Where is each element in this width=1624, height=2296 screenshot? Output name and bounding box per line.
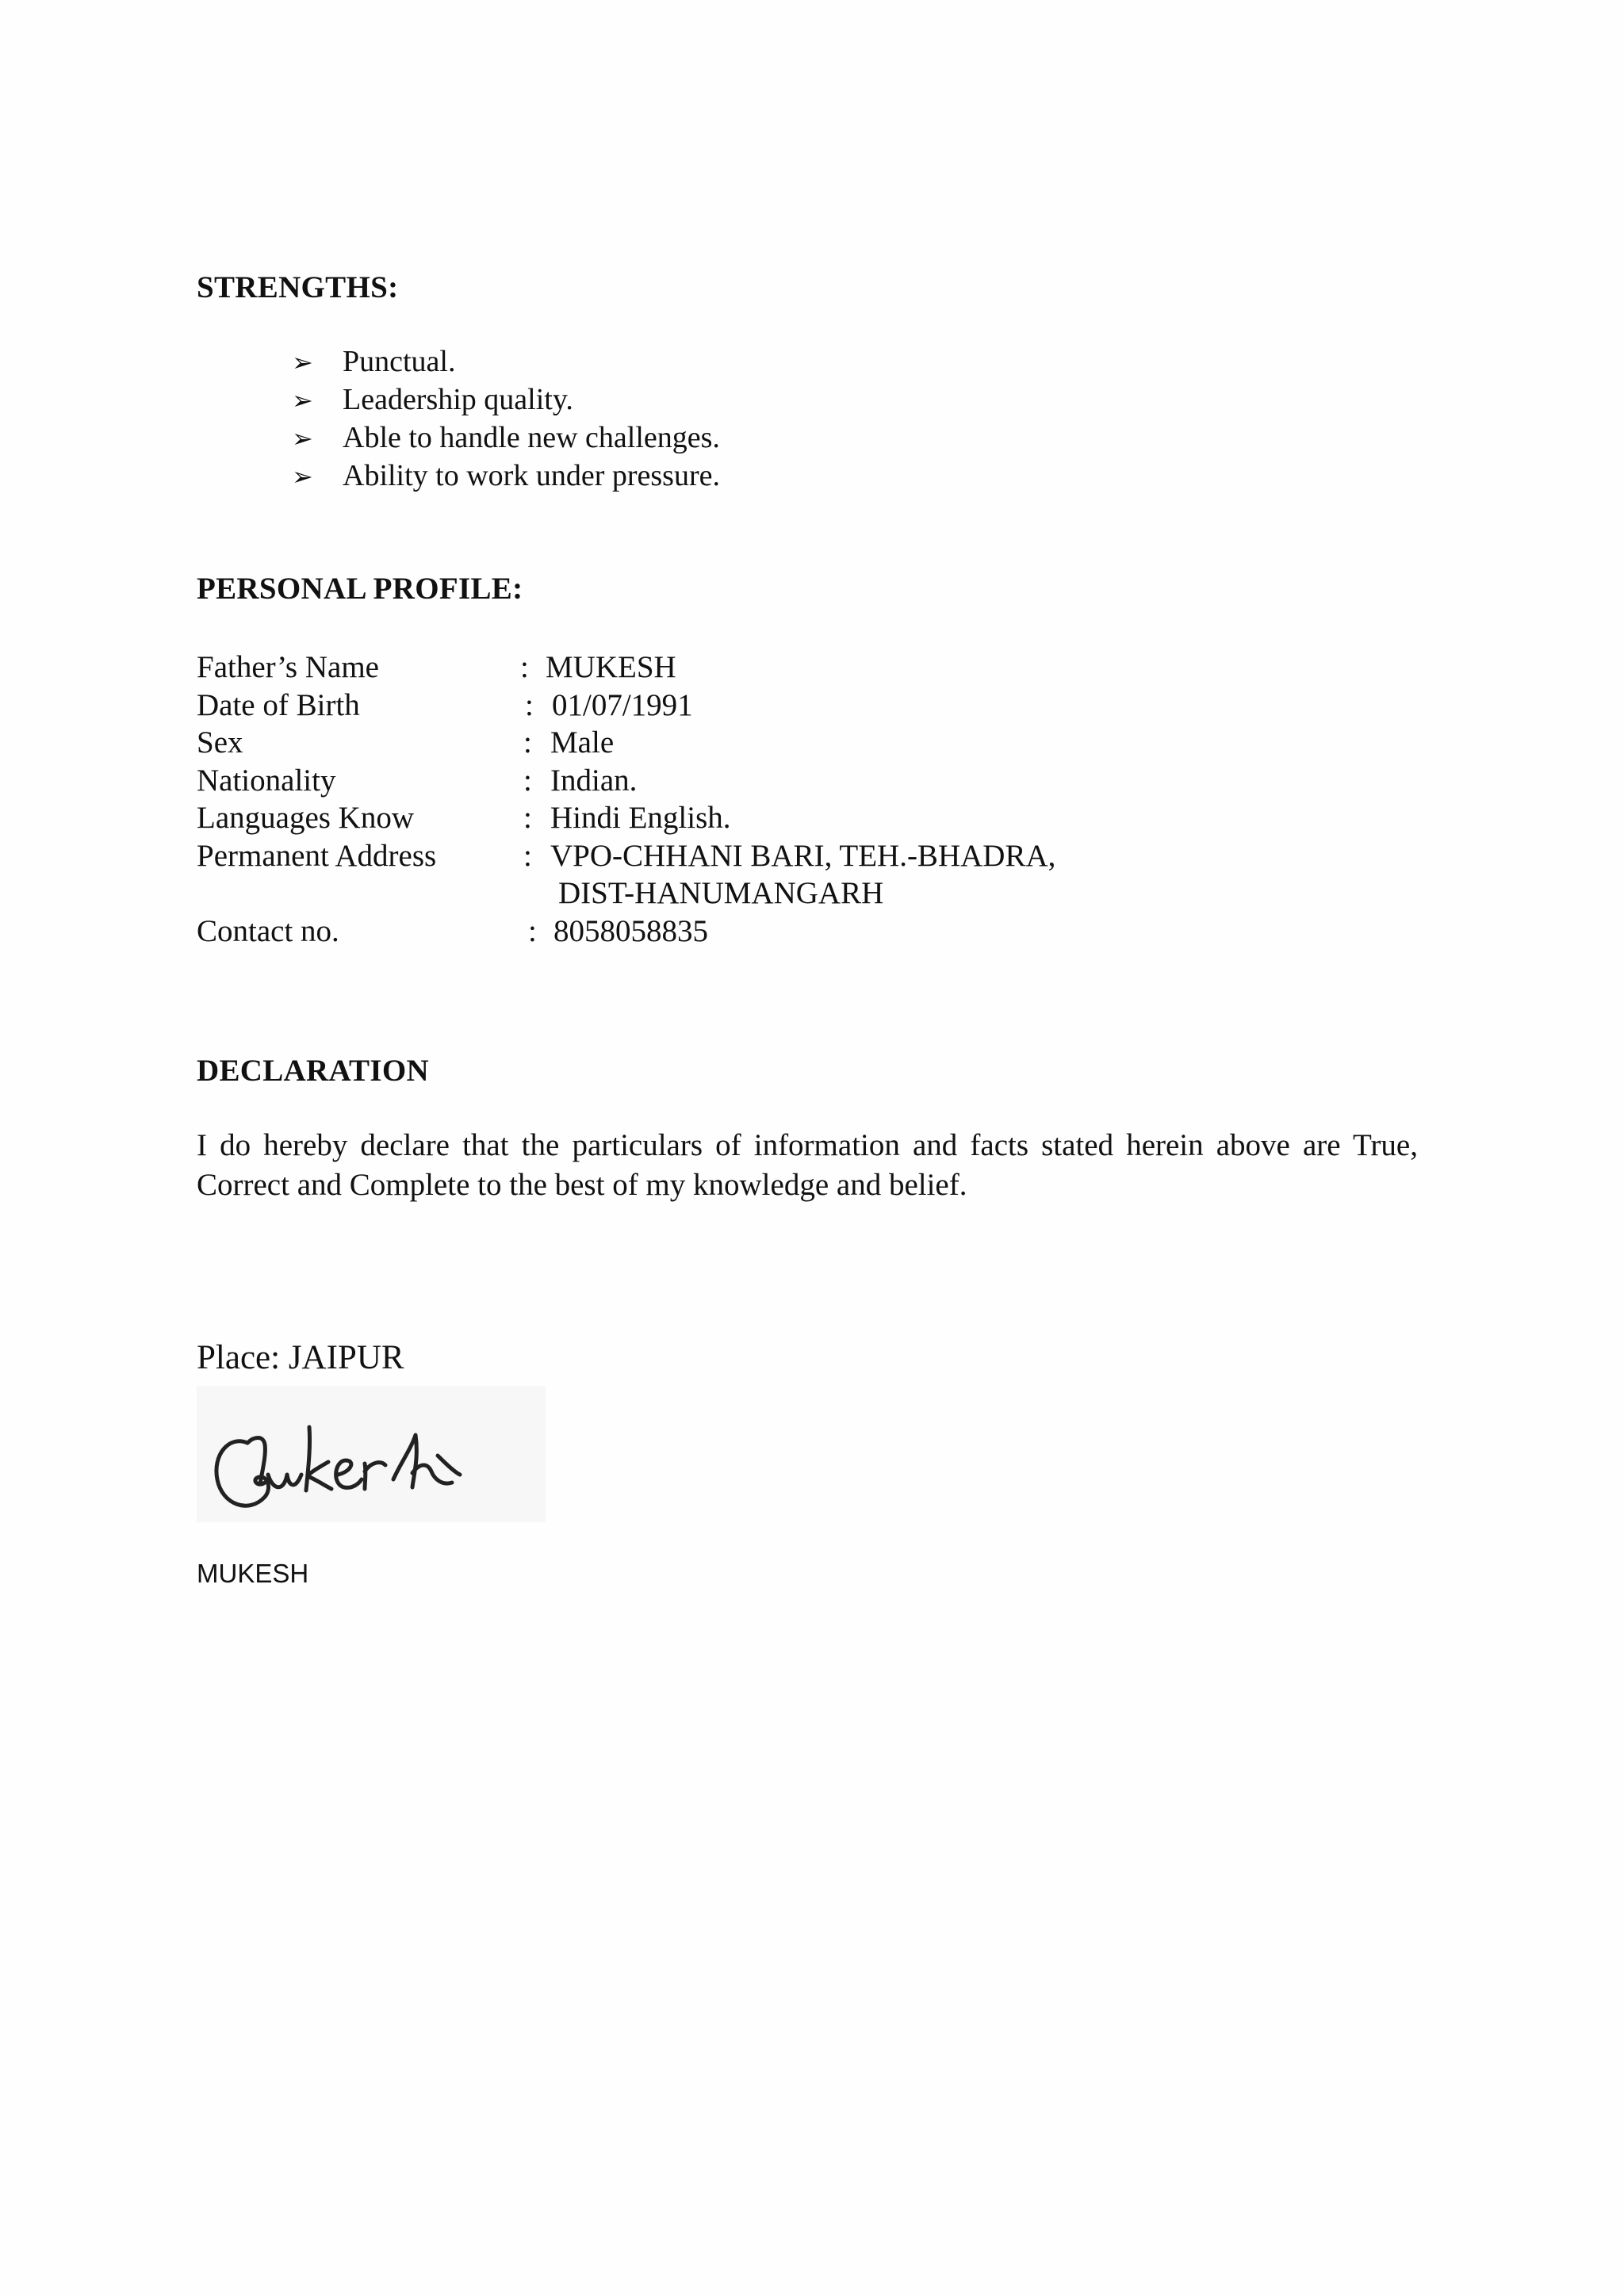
list-item: ➢ Punctual. — [292, 342, 720, 381]
profile-value: VPO-CHHANI BARI, TEH.-BHADRA, — [550, 838, 1056, 873]
declaration-heading: DECLARATION — [197, 1054, 429, 1088]
profile-label: Father’s Name — [197, 650, 379, 684]
profile-value: 8058058835 — [553, 913, 708, 948]
profile-value: 01/07/1991 — [552, 687, 693, 722]
declaration-text: I do hereby declare that the particulars of information and facts stated herein above are True, Correct and Complete to the best of my knowledge and belief. — [197, 1128, 1418, 1202]
signatory-name: MUKESH — [197, 1559, 309, 1588]
profile-label: Contact no. — [197, 913, 339, 948]
profile-label: Nationality — [197, 763, 336, 798]
profile-label: Sex — [197, 725, 243, 760]
personal-profile-heading: PERSONAL PROFILE: — [197, 572, 523, 606]
profile-separator: : — [523, 801, 532, 835]
arrowhead-bullet-icon: ➢ — [292, 423, 313, 453]
profile-label: Permanent Address — [197, 838, 437, 873]
profile-value: MUKESH — [546, 650, 676, 684]
arrowhead-bullet-icon: ➢ — [292, 385, 313, 415]
profile-label: Languages Know — [197, 801, 415, 835]
strengths-list — [292, 342, 720, 495]
profile-value-continued: DIST-HANUMANGARH — [558, 876, 884, 910]
list-item: ➢ Leadership quality. — [292, 381, 720, 419]
profile-separator: : — [528, 913, 537, 948]
arrowhead-bullet-icon: ➢ — [292, 461, 313, 492]
profile-label: Date of Birth — [197, 687, 360, 722]
list-item: ➢ Able to handle new challenges. — [292, 419, 720, 457]
profile-separator: : — [523, 838, 532, 873]
signature-image — [197, 1386, 546, 1522]
profile-separator: : — [523, 763, 532, 798]
profile-value: Male — [550, 725, 615, 760]
signature-graphic — [197, 1386, 546, 1522]
profile-value: Hindi English. — [550, 801, 731, 835]
profile-separator: : — [523, 725, 532, 760]
place-label: Place: JAIPUR — [197, 1339, 404, 1376]
strengths-heading: STRENGTHS: — [197, 270, 399, 304]
arrowhead-bullet-icon: ➢ — [292, 347, 313, 377]
list-item: ➢ Ability to work under pressure. — [292, 457, 720, 495]
profile-separator: : — [525, 687, 534, 722]
profile-value: Indian. — [550, 763, 638, 798]
profile-separator: : — [520, 650, 529, 684]
